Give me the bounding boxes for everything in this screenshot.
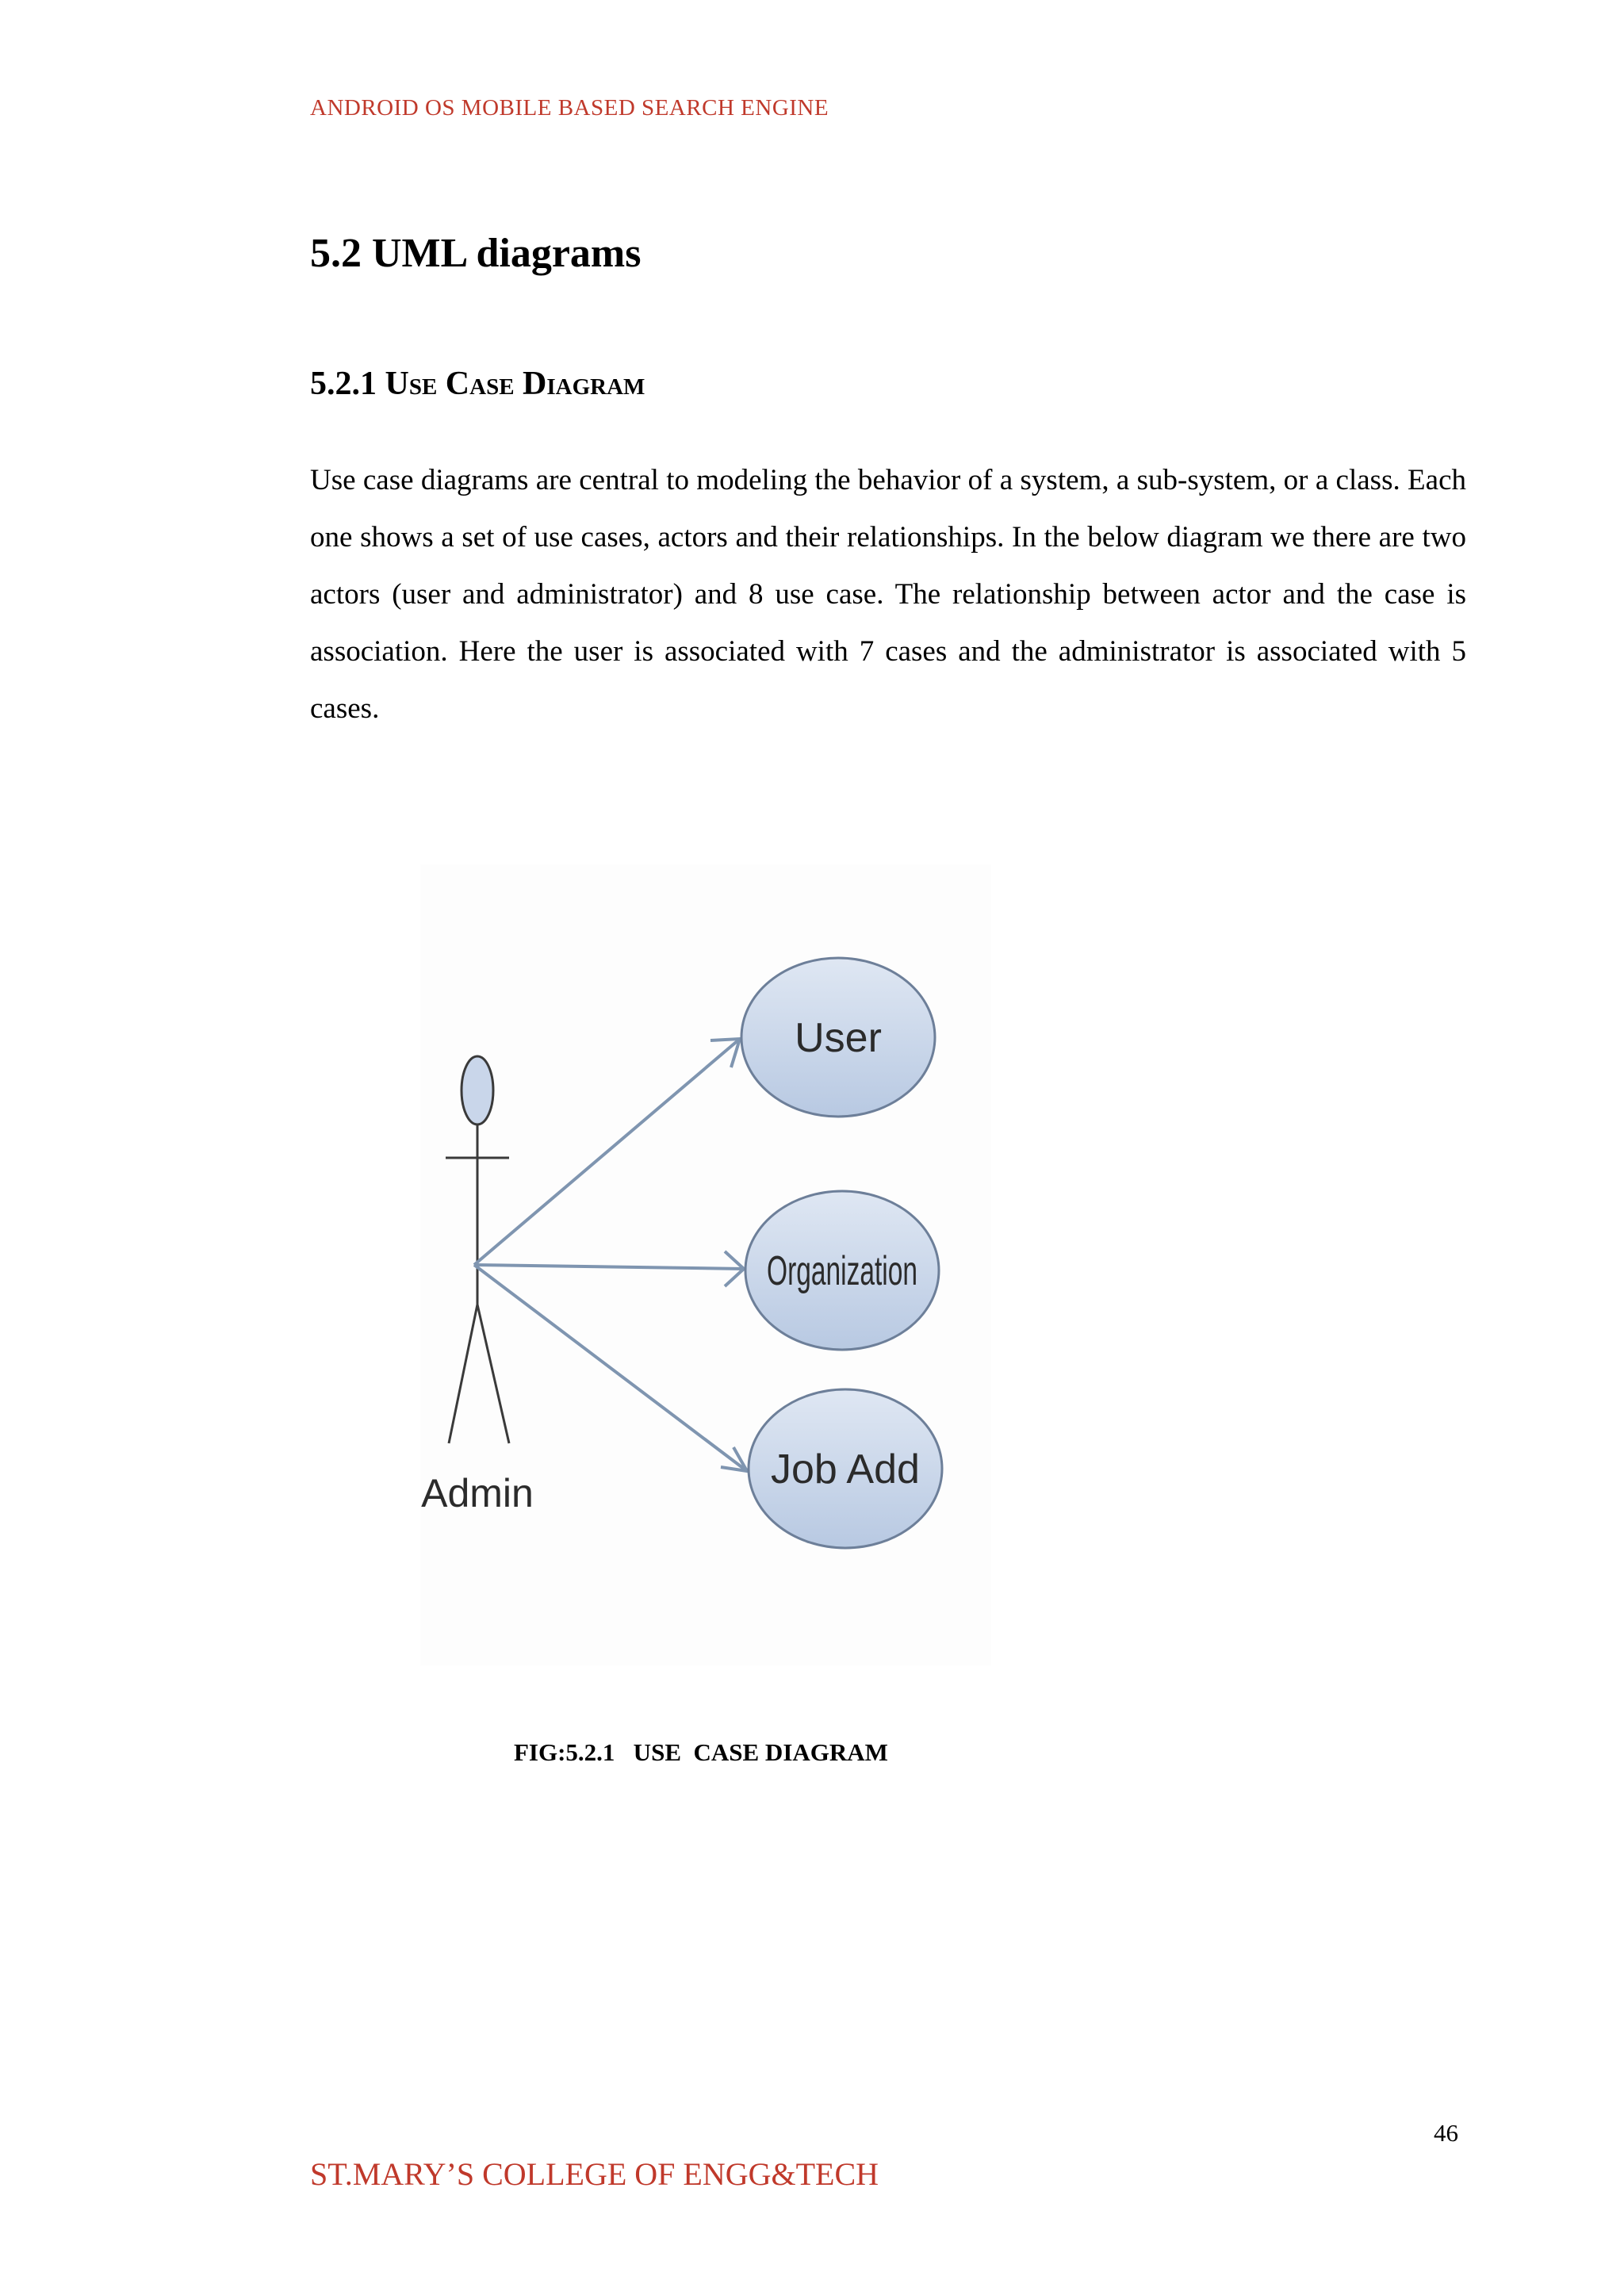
admin-actor-figure — [446, 1056, 509, 1443]
use-case-diagram-svg — [420, 864, 991, 1665]
body-paragraph: Use case diagrams are central to modeling the behavior of a system, a sub-system, or a class. Each one shows a set of use cases, actors and their relationships. In the below diagram we there are two actors (user and administrator) and 8 use case. The relationship between actor and the case is association. Here the user is associated with 7 cases and the administrator is associated with 5 cases. — [310, 464, 1466, 725]
use-case-job-add — [749, 1389, 942, 1548]
association-job-add — [474, 1265, 747, 1471]
use-case-label: Job Add — [771, 1446, 920, 1492]
use-case-organization — [745, 1191, 939, 1350]
use-case-label: User — [795, 1015, 882, 1061]
section-title: 5.2 UML diagrams — [310, 231, 642, 276]
use-case-label: Organization — [767, 1248, 917, 1294]
running-footer: ST.MARY’S COLLEGE OF ENGG&TECH — [310, 2156, 879, 2192]
use-case-diagram — [420, 864, 991, 1665]
association-organization — [474, 1265, 744, 1269]
subsection-title: 5.2.1 Use Case Diagram — [310, 366, 645, 402]
figure-caption: FIG:5.2.1 USE CASE DIAGRAM — [514, 1738, 888, 1766]
actor-right-leg — [477, 1305, 509, 1443]
association-lines — [474, 1039, 747, 1471]
running-header: ANDROID OS MOBILE BASED SEARCH ENGINE — [310, 95, 829, 121]
actor-label: Admin — [421, 1471, 534, 1515]
actor-head — [462, 1056, 493, 1125]
actor-left-leg — [449, 1305, 477, 1443]
association-user — [474, 1039, 740, 1265]
use-case-user — [741, 958, 935, 1117]
page-number: 46 — [1434, 2119, 1458, 2147]
